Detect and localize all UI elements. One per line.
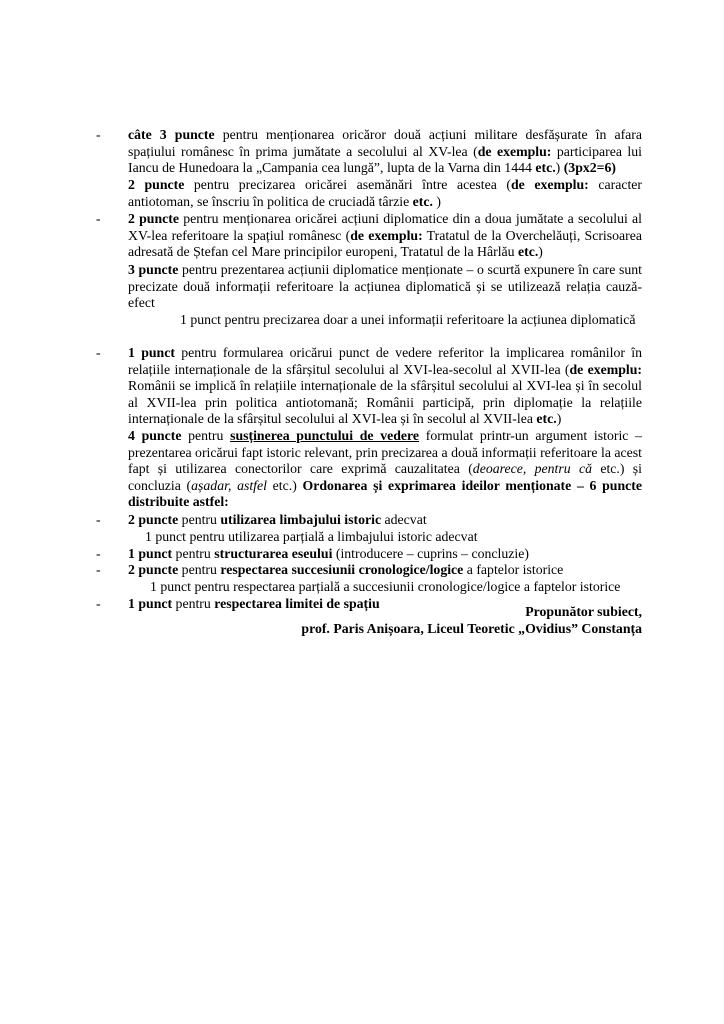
author-name: prof. Paris Anișoara, Liceul Teoretic „Ovidius” Constanța [301,621,642,636]
criterion-paragraph: 2 puncte pentru precizarea oricărei asemănări între acestea (de exemplu: caracter antiotoman, se înscriu în politica de cruciadă târzie etc. ) [128,177,642,209]
list-dash: - [96,512,101,527]
list-dash: - [96,127,101,142]
criterion-paragraph: 2 puncte pentru respectarea succesiunii cronologice/logice a faptelor istorice [128,562,564,577]
partial-score-note: 1 punct pentru utilizarea parțială a limbajului istoric adecvat [145,529,478,544]
criterion-paragraph: 1 punct pentru formularea oricărui punct de vedere referitor la implicarea românilor în relațiile internaționale de la sfârșitul secolului al XVI-lea-secolul al XVII-lea (de exemplu: Românii se implică în relațiile internaționale de la sfârșitul secolului al XVI-lea și în secolul al XVII-lea prin politica antiotomană; Românii participă, prin diplomație la relațiile internaționale de la sfârșitul secolului al XVI-lea și în secolul al XVII-lea etc.) [128,345,642,426]
list-dash: - [96,562,101,577]
criterion-paragraph: 4 puncte pentru susținerea punctului de vedere formulat printr-un argument istoric – prezentarea oricărui fapt istoric relevant, prin precizarea a două informații referitoare la acest fapt și utilizarea conectorilor care exprimă cauzalitatea (deoarece, pentru că etc.) și concluzia (așadar, astfel etc.) Ordonarea și exprimarea ideilor menționate – 6 puncte distribuite astfel: [128,428,642,509]
list-dash: - [96,211,101,226]
criterion-paragraph: câte 3 puncte pentru menționarea oricăror două acțiuni militare desfășurate în afara spațiului românesc în prima jumătate a secolului al XV-lea (de exemplu: participarea lui Iancu de Hunedoara la „Campania cea lungă”, lupta de la Varna din 1444 etc.) (3px2=6) [128,127,643,175]
list-dash: - [96,596,101,611]
criterion-paragraph: 1 punct pentru respectarea limitei de spațiu [128,596,380,611]
criterion-paragraph: 2 puncte pentru menționarea oricărei acțiuni diplomatice din a doua jumătate a secolului al XV-lea referitoare la spațiul românesc (de exemplu: Tratatul de la Overchelăuți, Scrisoarea adresată de Ștefan cel Mare principilor europeni, Tratatul de la Hârlău etc.) [128,211,642,259]
partial-score-note: 1 punct pentru precizarea doar a unei informații referitoare la acțiunea diplomatică [180,312,636,327]
list-dash: - [96,345,101,360]
author-label: Propunător subiect, [525,604,642,619]
list-dash: - [96,546,101,561]
criterion-paragraph: 3 puncte pentru prezentarea acțiunii diplomatice menționate – o scurtă expunere în care sunt precizate două informații referitoare la acțiunea diplomatică și se utilizează relația cauză-efect [128,262,642,310]
criterion-paragraph: 2 puncte pentru utilizarea limbajului istoric adecvat [128,512,427,527]
partial-score-note: 1 punct pentru respectarea parțială a succesiunii cronologice/logice a faptelor istorice [150,579,621,594]
criterion-paragraph: 1 punct pentru structurarea eseului (introducere – cuprins – concluzie) [128,546,529,561]
